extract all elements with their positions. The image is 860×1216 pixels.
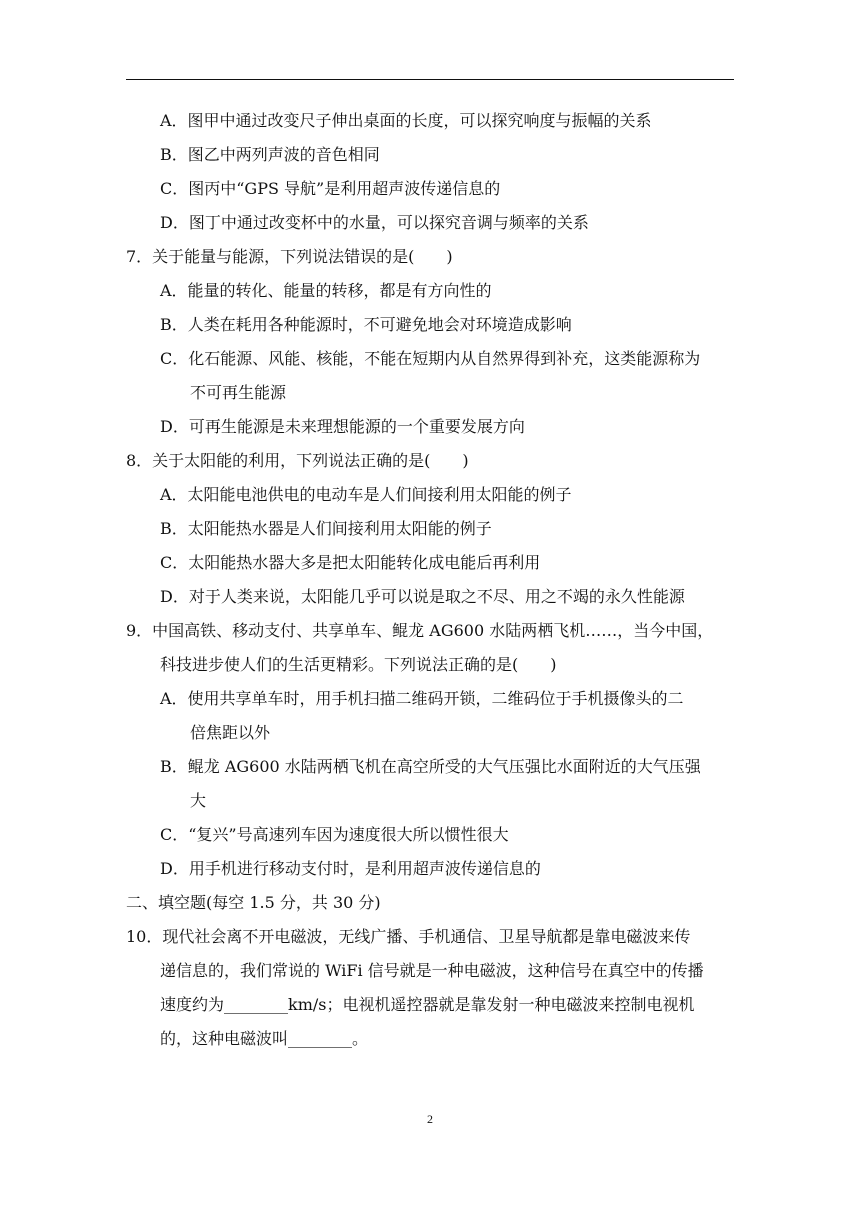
q9-option-d: D．用手机进行移动支付时，是利用超声波传递信息的 (160, 859, 541, 878)
q7-option-a: A．能量的转化、能量的转移，都是有方向性的 (160, 281, 492, 300)
q7-stem: 7．关于能量与能源，下列说法错误的是( ) (126, 247, 453, 266)
q7-option-b: B．人类在耗用各种能源时，不可避免地会对环境造成影响 (160, 315, 572, 334)
q7-option-c: C．化石能源、风能、核能，不能在短期内从自然界得到补充，这类能源称为 (160, 349, 701, 368)
q9-option-a: A．使用共享单车时，用手机扫描二维码开锁，二维码位于手机摄像头的二 (160, 689, 684, 708)
q10-line-1: 10．现代社会离不开电磁波，无线广播、手机通信、卫星导航都是靠电磁波来传 (126, 927, 691, 946)
header-rule (126, 79, 734, 80)
q9-option-c: C．“复兴”号高速列车因为速度很大所以惯性很大 (160, 825, 509, 844)
q8-option-d: D．对于人类来说，太阳能几乎可以说是取之不尽、用之不竭的永久性能源 (160, 587, 685, 606)
q6-option-d: D．图丁中通过改变杯中的水量，可以探究音调与频率的关系 (160, 213, 589, 232)
q8-option-a: A．太阳能电池供电的电动车是人们间接利用太阳能的例子 (160, 485, 572, 504)
q6-option-a: A．图甲中通过改变尺子伸出桌面的长度，可以探究响度与振幅的关系 (160, 111, 652, 130)
q9-stem: 9．中国高铁、移动支付、共享单车、鲲龙 AG600 水陆两栖飞机……，当今中国， (126, 621, 714, 640)
q9-option-b: B．鲲龙 AG600 水陆两栖飞机在高空所受的大气压强比水面附近的大气压强 (160, 757, 701, 776)
section-heading-fill-in: 二、填空题(每空 1.5 分，共 30 分) (126, 893, 381, 912)
q7-option-d: D．可再生能源是未来理想能源的一个重要发展方向 (160, 417, 525, 436)
q6-option-c: C．图丙中“GPS 导航”是利用超声波传递信息的 (160, 179, 501, 198)
q10-line-2: 递信息的，我们常说的 WiFi 信号就是一种电磁波，这种信号在真空中的传播 (160, 961, 704, 980)
q8-option-b: B．太阳能热水器是人们间接利用太阳能的例子 (160, 519, 492, 538)
q9-option-b-continued: 大 (190, 791, 207, 810)
page-number: 2 (427, 1112, 433, 1126)
q10-line-3: 速度约为________km/s；电视机遥控器就是靠发射一种电磁波来控制电视机 (160, 995, 695, 1014)
q8-option-c: C．太阳能热水器大多是把太阳能转化成电能后再利用 (160, 553, 541, 572)
q9-option-a-continued: 倍焦距以外 (190, 723, 271, 742)
q7-option-c-continued: 不可再生能源 (190, 383, 287, 402)
q10-line-4: 的，这种电磁波叫________。 (160, 1029, 369, 1048)
q8-stem: 8．关于太阳能的利用，下列说法正确的是( ) (126, 451, 469, 470)
q9-stem-continued: 科技进步使人们的生活更精彩。下列说法正确的是( ) (160, 655, 557, 674)
q6-option-b: B．图乙中两列声波的音色相同 (160, 145, 380, 164)
